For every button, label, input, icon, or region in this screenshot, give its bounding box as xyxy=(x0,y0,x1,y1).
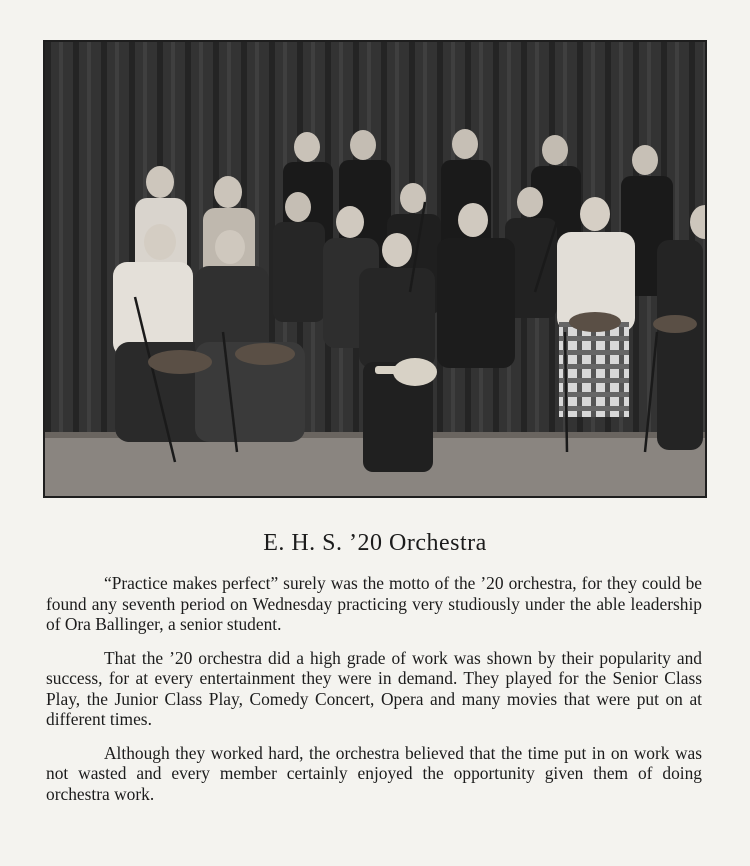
article-paragraph: Although they worked hard, the orchestra believed that the time put in on work was not wasted and every member certainly enjoyed the opportunity given them of doing orchestra work. xyxy=(46,742,702,804)
article-body xyxy=(46,573,702,817)
orchestra-photo xyxy=(43,40,707,498)
page-title: E. H. S. ’20 Orchestra xyxy=(263,530,487,556)
orchestra-photo-image xyxy=(45,42,705,496)
article-paragraph: “Practice makes perfect” surely was the motto of the ’20 orchestra, for they could be found any seventh period on Wednesday practicing very studiously under the able leadership of Ora Ballinger, a senior student. xyxy=(46,573,702,634)
article-paragraph: That the ’20 orchestra did a high grade of work was shown by their popularity and success, for at every entertainment they were in demand. They played for the Senior Class Play, the Junior Class Play, Comedy Concert, Opera and many movies that were put on at different times. xyxy=(46,647,702,729)
